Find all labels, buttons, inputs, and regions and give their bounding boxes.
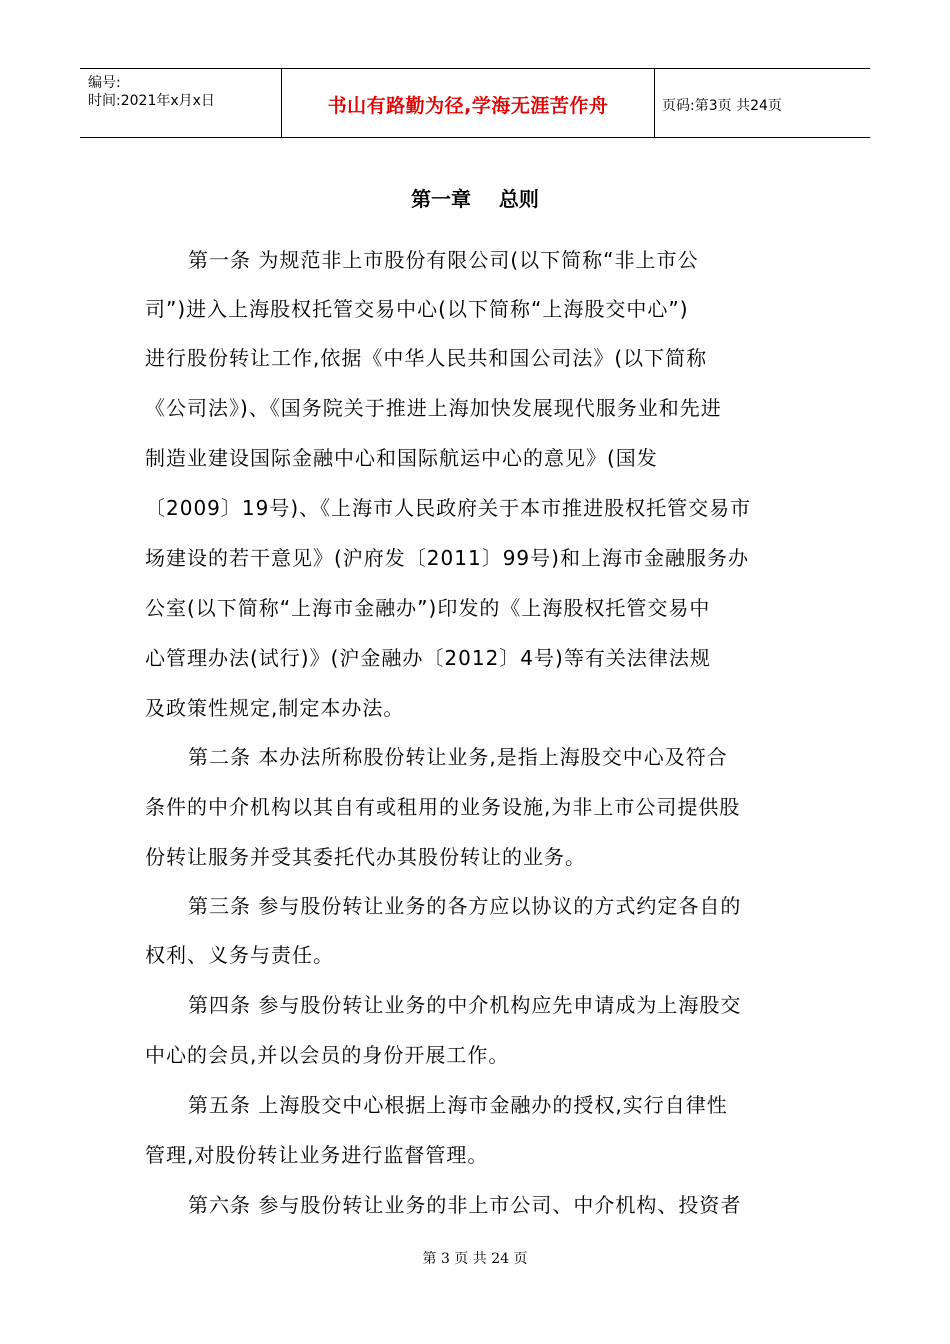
body-line: 公室(以下简称“上海市金融办”)印发的《上海股权托管交易中 (145, 596, 711, 620)
body-line: 司”)进入上海股权托管交易中心(以下简称“上海股交中心”) (145, 297, 689, 321)
body-line: 第二条 本办法所称股份转让业务,是指上海股交中心及符合 (188, 745, 728, 769)
body-line: 条件的中介机构以其自有或租用的业务设施,为非上市公司提供股 (145, 795, 741, 819)
body-line: 及政策性规定,制定本办法。 (145, 696, 405, 720)
body-line: 第四条 参与股份转让业务的中介机构应先申请成为上海股交 (188, 993, 742, 1017)
body-line: 第五条 上海股交中心根据上海市金融办的授权,实行自律性 (188, 1093, 728, 1117)
chapter-title: 第一章 总则 (411, 187, 539, 211)
body-line: 场建设的若干意见》(沪府发〔2011〕99号)和上海市金融服务办 (145, 546, 749, 570)
header-slogan-cell (281, 69, 655, 137)
body-line: 《公司法》)、《国务院关于推进上海加快发展现代服务业和先进 (145, 396, 722, 420)
body-line: 第三条 参与股份转让业务的各方应以协议的方式约定各自的 (188, 894, 742, 918)
header-code-label: 编号: (88, 75, 121, 91)
body-line: 份转让服务并受其委托代办其股份转让的业务。 (145, 845, 586, 869)
header-slogan: 书山有路勤为径,学海无涯苦作舟 (327, 95, 609, 117)
header-info-cell (80, 69, 280, 137)
page-header (80, 68, 870, 138)
body-line: 心管理办法(试行)》(沪金融办〔2012〕4号)等有关法律法规 (145, 646, 711, 670)
header-page-cell (654, 69, 870, 137)
body-line: 制造业建设国际金融中心和国际航运中心的意见》(国发 (145, 446, 658, 470)
body-line: 管理,对股份转让业务进行监督管理。 (145, 1143, 489, 1167)
body-line: 〔2009〕19号)、《上海市人民政府关于本市推进股权托管交易市 (145, 496, 752, 520)
body-line: 第六条 参与股份转让业务的非上市公司、中介机构、投资者 (188, 1193, 742, 1217)
body-line: 中心的会员,并以会员的身份开展工作。 (145, 1043, 510, 1067)
header-page-code: 页码:第3页 共24页 (662, 98, 782, 114)
body-line: 第一条 为规范非上市股份有限公司(以下简称“非上市公 (188, 248, 699, 272)
body-line: 进行股份转让工作,依据《中华人民共和国公司法》(以下简称 (145, 346, 708, 370)
header-time-label: 时间:2021年x月x日 (88, 93, 215, 109)
body-line: 权利、义务与责任。 (145, 943, 334, 967)
page-footer: 第 3 页 共 24 页 (422, 1251, 528, 1267)
